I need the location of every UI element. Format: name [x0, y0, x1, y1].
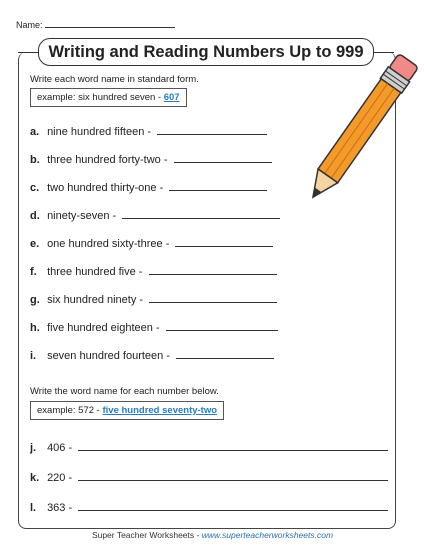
part2-instruction: Write the word name for each number below. [30, 386, 219, 397]
answer-blank[interactable] [149, 264, 277, 275]
part2-example [30, 401, 224, 420]
question-letter: l. [30, 502, 37, 514]
name-label: Name: [16, 20, 43, 30]
page-title: Writing and Reading Numbers Up to 999 [38, 38, 374, 66]
question-letter: c. [30, 182, 40, 194]
question-text: 220 - [47, 472, 73, 484]
question-text: one hundred sixty-three - [47, 238, 170, 250]
answer-blank[interactable] [78, 500, 388, 511]
part1-example [30, 88, 187, 107]
question-letter: g. [30, 294, 40, 306]
answer-blank[interactable] [78, 440, 388, 451]
question-text: seven hundred fourteen - [47, 350, 170, 362]
question-letter: e. [30, 238, 40, 250]
question-letter: i. [30, 350, 37, 362]
title-rule-left [18, 52, 38, 53]
answer-blank[interactable] [169, 180, 267, 191]
pencil-icon [300, 40, 420, 220]
answer-blank[interactable] [166, 320, 278, 331]
answer-blank[interactable] [149, 292, 277, 303]
answer-blank[interactable] [122, 208, 280, 219]
question-letter: k. [30, 472, 40, 484]
question-text: five hundred eighteen - [47, 322, 160, 334]
question-letter: j. [30, 442, 37, 454]
name-field[interactable] [45, 18, 175, 28]
part1-example-prefix: example: six hundred seven - [37, 92, 162, 103]
question-text: three hundred five - [47, 266, 143, 278]
question-f [30, 264, 277, 278]
footer [0, 530, 425, 540]
answer-blank[interactable] [78, 470, 388, 481]
name-row [16, 18, 175, 30]
question-g [30, 292, 277, 306]
answer-blank[interactable] [175, 236, 273, 247]
question-text: two hundred thirty-one - [47, 182, 164, 194]
question-d [30, 208, 280, 222]
answer-blank[interactable] [157, 124, 267, 135]
question-text: 406 - [47, 442, 73, 454]
part2-example-answer: five hundred seventy-two [102, 405, 218, 416]
question-j [30, 440, 388, 454]
question-letter: a. [30, 126, 40, 138]
question-i [30, 348, 274, 362]
question-k [30, 470, 388, 484]
question-letter: b. [30, 154, 40, 166]
question-h [30, 320, 278, 334]
answer-blank[interactable] [174, 152, 272, 163]
question-letter: f. [30, 266, 37, 278]
question-e [30, 236, 273, 250]
footer-brand: Super Teacher Worksheets - [91, 530, 200, 540]
question-a [30, 124, 267, 138]
question-b [30, 152, 272, 166]
part2-example-prefix: example: 572 - [37, 405, 100, 416]
answer-blank[interactable] [176, 348, 274, 359]
question-l [30, 500, 388, 514]
question-text: three hundred forty-two - [47, 154, 168, 166]
question-text: six hundred ninety - [47, 294, 144, 306]
part1-instruction: Write each word name in standard form. [30, 74, 199, 85]
footer-link[interactable]: www.superteacherworksheets.com [201, 530, 334, 540]
question-letter: d. [30, 210, 40, 222]
question-text: 363 - [47, 502, 73, 514]
question-letter: h. [30, 322, 40, 334]
question-text: nine hundred fifteen - [47, 126, 152, 138]
question-text: ninety-seven - [47, 210, 117, 222]
question-c [30, 180, 267, 194]
part1-example-answer: 607 [163, 92, 180, 103]
